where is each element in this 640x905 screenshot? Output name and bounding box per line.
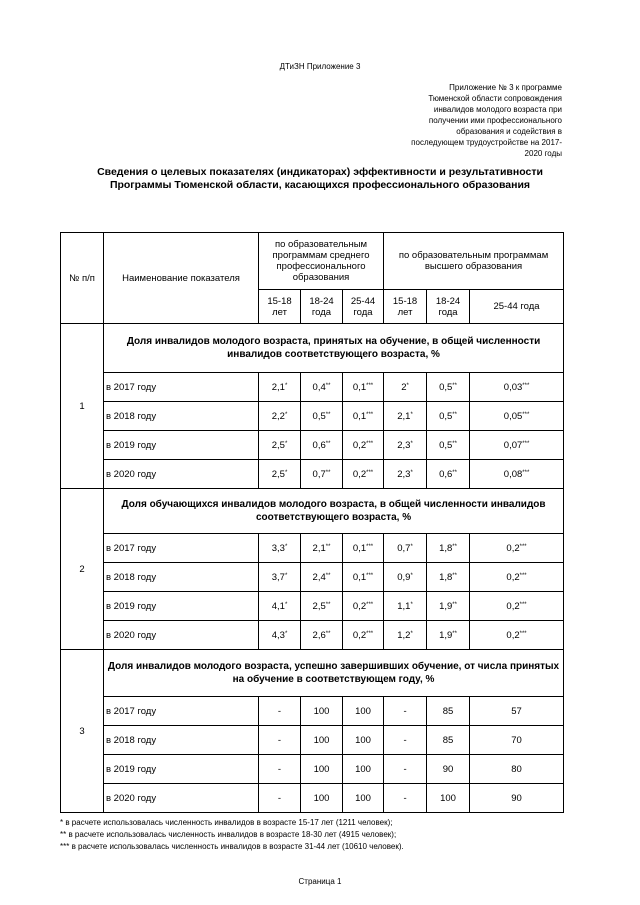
value-cell: 0,2*** bbox=[343, 592, 384, 621]
table-row bbox=[61, 460, 564, 489]
year-label: в 2017 году bbox=[104, 697, 259, 726]
age-header: 15-18 лет bbox=[259, 290, 301, 324]
value-cell: 100 bbox=[301, 784, 343, 813]
value-cell: 0,5** bbox=[427, 431, 470, 460]
value-cell: 1,9** bbox=[427, 592, 470, 621]
year-label: в 2018 году bbox=[104, 726, 259, 755]
value-cell: 0,6** bbox=[301, 431, 343, 460]
value-cell: 1,9** bbox=[427, 621, 470, 650]
value-cell: 100 bbox=[301, 726, 343, 755]
value-cell: 1,2* bbox=[384, 621, 427, 650]
appendix-line: последующем трудоустройстве на 2017- bbox=[411, 138, 562, 147]
year-label: в 2018 году bbox=[104, 563, 259, 592]
value-cell: 1,1* bbox=[384, 592, 427, 621]
table-row bbox=[61, 697, 564, 726]
year-label: в 2020 году bbox=[104, 621, 259, 650]
document-header: ДТиЗН Приложение 3 bbox=[279, 62, 361, 71]
col-header-name: Наименование показателя bbox=[104, 233, 259, 324]
appendix-line: Тюменской области сопровождения bbox=[428, 94, 562, 103]
age-header: 18-24 года bbox=[427, 290, 470, 324]
value-cell: 2,5** bbox=[301, 592, 343, 621]
value-cell: 0,6** bbox=[427, 460, 470, 489]
value-cell: 0,2*** bbox=[343, 460, 384, 489]
value-cell: 2,2* bbox=[259, 402, 301, 431]
table-row bbox=[61, 592, 564, 621]
footnote: * в расчете использовалась численность инвалидов в возрасте 15-17 лет (1211 человек); bbox=[60, 818, 393, 827]
title-line: Сведения о целевых показателях (индикаторах) эффективности и результативности bbox=[97, 166, 543, 178]
table-row bbox=[61, 755, 564, 784]
value-cell: 2,4** bbox=[301, 563, 343, 592]
value-cell: 2* bbox=[384, 373, 427, 402]
age-header: 15-18 лет bbox=[384, 290, 427, 324]
section-header-row bbox=[61, 324, 564, 373]
value-cell: 0,1*** bbox=[343, 402, 384, 431]
section-header-row bbox=[61, 489, 564, 534]
value-cell: 100 bbox=[427, 784, 470, 813]
footnote: *** в расчете использовалась численность инвалидов в возрасте 31-44 лет (10610 человек). bbox=[60, 842, 404, 851]
age-header: 25-44 года bbox=[470, 290, 564, 324]
year-label: в 2018 году bbox=[104, 402, 259, 431]
value-cell: 57 bbox=[470, 697, 564, 726]
year-label: в 2019 году bbox=[104, 431, 259, 460]
value-cell: 2,1* bbox=[384, 402, 427, 431]
document-title bbox=[60, 166, 580, 192]
col-header-num: № п/п bbox=[61, 233, 104, 324]
value-cell: 0,5** bbox=[427, 373, 470, 402]
value-cell: - bbox=[259, 726, 301, 755]
age-header: 25-44 года bbox=[343, 290, 384, 324]
value-cell: 0,1*** bbox=[343, 534, 384, 563]
value-cell: 0,5** bbox=[427, 402, 470, 431]
value-cell: 80 bbox=[470, 755, 564, 784]
value-cell: 100 bbox=[301, 697, 343, 726]
value-cell: 0,05*** bbox=[470, 402, 564, 431]
table-row bbox=[61, 726, 564, 755]
value-cell: - bbox=[259, 784, 301, 813]
table-row bbox=[61, 621, 564, 650]
table-row bbox=[61, 534, 564, 563]
year-label: в 2019 году bbox=[104, 755, 259, 784]
value-cell: 0,2*** bbox=[343, 621, 384, 650]
indicator-title: Доля инвалидов молодого возраста, принятых на обучение, в общей численности инвалидов соответствующего возраста, % bbox=[104, 324, 564, 373]
age-header: 18-24 года bbox=[301, 290, 343, 324]
value-cell: 0,07*** bbox=[470, 431, 564, 460]
value-cell: - bbox=[384, 784, 427, 813]
value-cell: 2,6** bbox=[301, 621, 343, 650]
value-cell: 3,3* bbox=[259, 534, 301, 563]
value-cell: - bbox=[259, 697, 301, 726]
value-cell: 0,5** bbox=[301, 402, 343, 431]
row-number: 1 bbox=[61, 324, 104, 489]
value-cell: 70 bbox=[470, 726, 564, 755]
value-cell: 0,1*** bbox=[343, 373, 384, 402]
value-cell: 0,2*** bbox=[343, 431, 384, 460]
value-cell: 1,8** bbox=[427, 563, 470, 592]
value-cell: 90 bbox=[470, 784, 564, 813]
table-row bbox=[61, 402, 564, 431]
table-row bbox=[61, 373, 564, 402]
value-cell: 0,2*** bbox=[470, 592, 564, 621]
row-number: 2 bbox=[61, 489, 104, 650]
appendix-line: получении ими профессионального bbox=[428, 116, 562, 125]
title-line: Программы Тюменской области, касающихся профессионального образования bbox=[109, 179, 531, 191]
value-cell: 0,2*** bbox=[470, 621, 564, 650]
value-cell: - bbox=[384, 697, 427, 726]
row-number: 3 bbox=[61, 650, 104, 813]
year-label: в 2020 году bbox=[104, 460, 259, 489]
value-cell: 100 bbox=[343, 755, 384, 784]
value-cell: 100 bbox=[301, 755, 343, 784]
value-cell: 0,2*** bbox=[470, 534, 564, 563]
year-label: в 2019 году bbox=[104, 592, 259, 621]
appendix-note bbox=[362, 82, 562, 159]
appendix-line: образования и содействия в bbox=[456, 127, 562, 136]
value-cell: 2,5* bbox=[259, 460, 301, 489]
value-cell: 0,08*** bbox=[470, 460, 564, 489]
value-cell: 0,1*** bbox=[343, 563, 384, 592]
table-row bbox=[61, 431, 564, 460]
value-cell: 100 bbox=[343, 784, 384, 813]
value-cell: 0,03*** bbox=[470, 373, 564, 402]
value-cell: - bbox=[259, 755, 301, 784]
value-cell: 100 bbox=[343, 697, 384, 726]
value-cell: 0,2*** bbox=[470, 563, 564, 592]
value-cell: 0,4** bbox=[301, 373, 343, 402]
value-cell: 2,3* bbox=[384, 460, 427, 489]
value-cell: 85 bbox=[427, 726, 470, 755]
value-cell: 85 bbox=[427, 697, 470, 726]
value-cell: 2,1* bbox=[259, 373, 301, 402]
table-row bbox=[61, 784, 564, 813]
value-cell: 100 bbox=[343, 726, 384, 755]
value-cell: 4,1* bbox=[259, 592, 301, 621]
page-number: Страница 1 bbox=[298, 877, 342, 886]
value-cell: 3,7* bbox=[259, 563, 301, 592]
appendix-line: 2020 годы bbox=[524, 149, 562, 158]
appendix-line: инвалидов молодого возраста при bbox=[433, 105, 562, 114]
value-cell: 2,5* bbox=[259, 431, 301, 460]
indicator-title: Доля инвалидов молодого возраста, успешно завершивших обучение, от числа принятых на обучение в соответствующем году, % bbox=[104, 650, 564, 697]
value-cell: 4,3* bbox=[259, 621, 301, 650]
value-cell: 0,7* bbox=[384, 534, 427, 563]
footnotes bbox=[60, 817, 404, 853]
value-cell: - bbox=[384, 755, 427, 784]
year-label: в 2020 году bbox=[104, 784, 259, 813]
value-cell: 0,9* bbox=[384, 563, 427, 592]
indicators-table bbox=[60, 232, 564, 813]
year-label: в 2017 году bbox=[104, 373, 259, 402]
footnote: ** в расчете использовалась численность инвалидов в возрасте 18-30 лет (4915 человек); bbox=[60, 830, 397, 839]
value-cell: 2,1** bbox=[301, 534, 343, 563]
section-header-row bbox=[61, 650, 564, 697]
indicator-title: Доля обучающихся инвалидов молодого возраста, в общей численности инвалидов соответствующего возраста, % bbox=[104, 489, 564, 534]
col-group-vo: по образовательным программам высшего образования bbox=[384, 233, 564, 290]
year-label: в 2017 году bbox=[104, 534, 259, 563]
col-group-spo: по образовательным программам среднего профессионального образования bbox=[259, 233, 384, 290]
appendix-line: Приложение № 3 к программе bbox=[449, 83, 562, 92]
table-row bbox=[61, 563, 564, 592]
value-cell: 2,3* bbox=[384, 431, 427, 460]
value-cell: 90 bbox=[427, 755, 470, 784]
value-cell: 1,8** bbox=[427, 534, 470, 563]
value-cell: 0,7** bbox=[301, 460, 343, 489]
value-cell: - bbox=[384, 726, 427, 755]
